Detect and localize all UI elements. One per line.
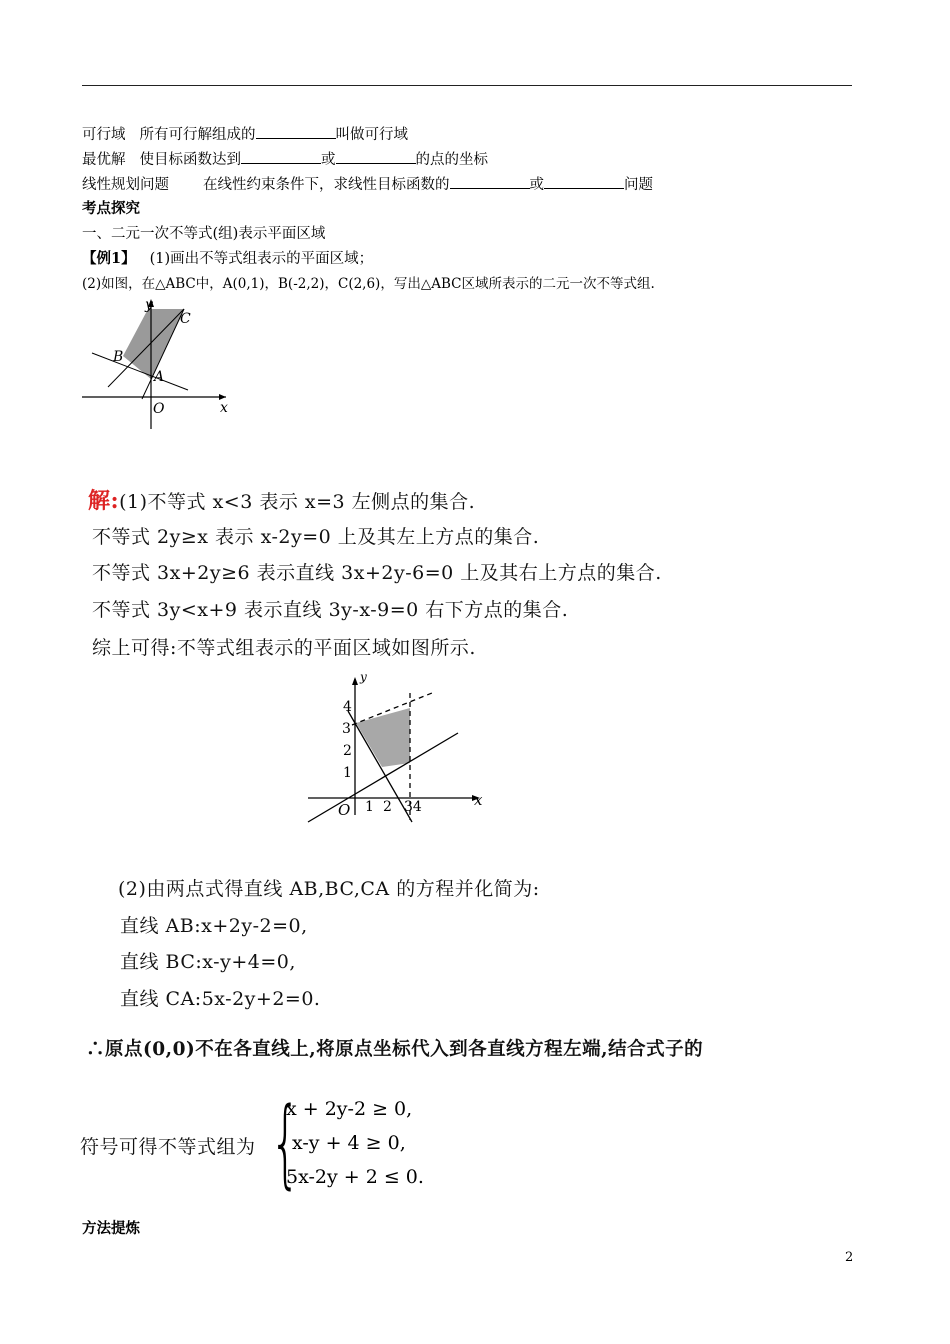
part2-line-1: (2)由两点式得直线 AB,BC,CA 的方程并化简为: xyxy=(118,878,540,900)
x-label: x xyxy=(220,400,228,416)
fill-blank xyxy=(241,150,321,164)
fill-blank xyxy=(544,175,624,189)
solution-line-2: 不等式 2y≥x 表示 x-2y=0 上及其左上方点的集合. xyxy=(92,526,540,548)
part2-line-2: 直线 AB:x+2y-2=0, xyxy=(120,915,308,937)
solution-line-1: 解:(1)不等式 x<3 表示 x=3 左侧点的集合. xyxy=(88,488,476,514)
y-tick-4: 4 xyxy=(343,699,352,715)
region-figure xyxy=(300,665,500,830)
point-b-label: B xyxy=(113,349,124,365)
conclusion-line: ∴原点(0,0)不在各直线上,将原点坐标代入到各直线方程左端,结合式子的 xyxy=(86,1039,704,1060)
fill-blank xyxy=(450,175,530,189)
fill-blank xyxy=(336,150,416,164)
triangle-figure xyxy=(80,295,240,435)
definition-feasible-region: 可行域 所有可行解组成的 叫做可行域 xyxy=(82,127,408,143)
solution-line-5: 综上可得:不等式组表示的平面区域如图所示. xyxy=(92,637,476,659)
subsection-title: 一、二元一次不等式(组)表示平面区域 xyxy=(82,226,326,242)
x-tick-34: 34 xyxy=(404,799,422,815)
shaded-region xyxy=(356,708,410,767)
y-tick-1: 1 xyxy=(343,765,352,781)
solution-line-3: 不等式 3x+2y≥6 表示直线 3x+2y-6=0 上及其右上方点的集合. xyxy=(92,562,662,584)
definition-optimal-solution: 最优解 使目标函数达到 或 的点的坐标 xyxy=(82,152,488,168)
example-part2: (2)如图，在△ABC中，A(0,1)，B(-2,2)，C(2,6)，写出△ABC区域所表示的二元一次不等式组. xyxy=(82,276,655,292)
inequality-2: x-y + 4 ≥ 0, xyxy=(292,1132,406,1154)
x-tick-1: 1 xyxy=(365,799,374,815)
y-tick-3: 3 xyxy=(342,721,351,737)
point-a-label: A xyxy=(154,369,165,385)
footer-title: 方法提炼 xyxy=(82,1220,140,1237)
solution-line-4: 不等式 3y<x+9 表示直线 3y-x-9=0 右下方点的集合. xyxy=(92,599,569,621)
header-rule xyxy=(82,85,852,86)
left-brace-icon: { xyxy=(270,1087,301,1199)
inequality-1: x + 2y-2 ≥ 0, xyxy=(286,1098,413,1120)
part2-line-4: 直线 CA:5x-2y+2=0. xyxy=(120,988,321,1010)
origin-label: O xyxy=(153,401,165,417)
x-label: x xyxy=(474,791,483,809)
point-c-label: C xyxy=(180,311,191,327)
part2-line-3: 直线 BC:x-y+4=0, xyxy=(120,951,296,973)
y-label: y xyxy=(360,670,367,684)
y-label: y xyxy=(145,297,153,313)
page-number: 2 xyxy=(845,1250,854,1265)
definition-lp-problem: 线性规划问题 在线性约束条件下，求线性目标函数的 或 问题 xyxy=(82,177,653,193)
origin-label: O xyxy=(338,801,351,819)
y-tick-2: 2 xyxy=(343,743,352,759)
example-part1: 【例1】 (1)画出不等式组表示的平面区域； xyxy=(82,250,374,267)
x-tick-2: 2 xyxy=(383,799,392,815)
system-lead: 符号可得不等式组为 xyxy=(80,1136,256,1158)
section-title: 考点探究 xyxy=(82,200,140,217)
inequality-3: 5x-2y + 2 ≤ 0. xyxy=(286,1166,424,1188)
fill-blank xyxy=(256,125,336,139)
